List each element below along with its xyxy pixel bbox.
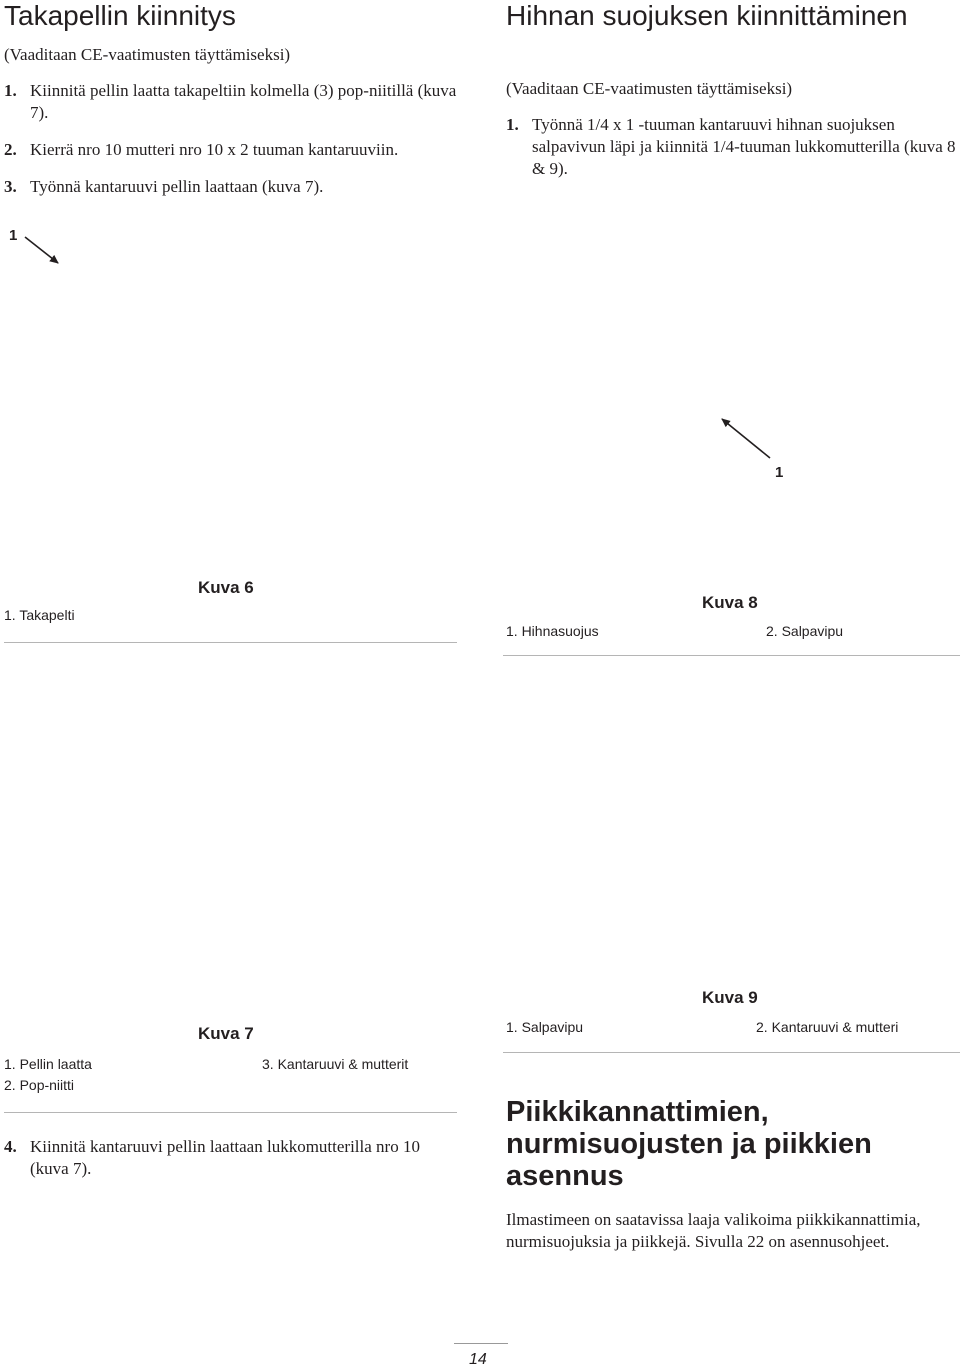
step-text: Kiinnitä kantaruuvi pellin laattaan lukkomutterilla nro 10 (kuva 7). [30, 1137, 420, 1178]
step-number: 1. [506, 115, 519, 134]
figure-legend-item: 1. Hihnasuojus [506, 623, 599, 639]
ce-requirement-note: (Vaaditaan CE-vaatimusten täyttämiseksi) [4, 45, 291, 64]
step-number: 3. [4, 177, 17, 196]
callout-arrow-kuva8 [722, 419, 770, 458]
step-number: 1. [4, 81, 17, 100]
figure-title-kuva7: Kuva 7 [198, 1024, 254, 1043]
figure-caption-divider [503, 1052, 960, 1053]
page-number-divider [454, 1343, 508, 1344]
instruction-step [4, 80, 459, 124]
instruction-step [506, 114, 956, 180]
instruction-list-takapelti-continued [4, 1136, 459, 1180]
figure-callout-number: 1 [775, 464, 784, 481]
figure-legend-item: 2. Salpavipu [766, 623, 844, 639]
figure-caption-divider [4, 642, 457, 643]
instruction-list-hihnasuojus [506, 114, 956, 180]
figure-title-kuva9: Kuva 9 [702, 988, 758, 1007]
figure-callout-number: 1 [9, 227, 18, 244]
figure-legend-item: 3. Kantaruuvi & mutterit [262, 1056, 409, 1072]
section-body-text: Ilmastimeen on saatavissa laaja valikoima piikkikannattimia, nurmisuojuksia ja piikkejä. Sivulla 22 on asennusohjeet. [506, 1210, 921, 1251]
page-number: 14 [469, 1351, 487, 1368]
ce-requirement-note: (Vaaditaan CE-vaatimusten täyttämiseksi) [506, 79, 793, 98]
section-title-takapellin-kiinnitys: Takapellin kiinnitys [4, 0, 236, 31]
figure-title-kuva6: Kuva 6 [198, 578, 254, 597]
step-number: 4. [4, 1137, 17, 1156]
step-number: 2. [4, 140, 17, 159]
figure-legend-item: 1. Takapelti [4, 607, 75, 623]
step-text: Työnnä 1/4 x 1 -tuuman kantaruuvi hihnan suojuksen salpavivun läpi ja kiinnitä 1/4-tuuman lukkomutterilla (kuva 8 & 9). [532, 115, 956, 178]
instruction-step [4, 1136, 459, 1180]
section-title-piikkikannattimet: Piikkikannattimien, nurmisuojusten ja piikkien asennus [506, 1096, 872, 1192]
step-text: Kiinnitä pellin laatta takapeltiin kolmella (3) pop-niitillä (kuva 7). [30, 81, 457, 122]
callout-arrow-kuva6 [25, 237, 58, 263]
figure-caption-divider [503, 655, 960, 656]
figure-title-kuva8: Kuva 8 [702, 593, 758, 612]
figure-legend-item: 2. Pop-niitti [4, 1077, 75, 1093]
figure-legend-item: 1. Pellin laatta [4, 1056, 92, 1072]
figure-caption-divider [4, 1112, 457, 1113]
instruction-step [4, 139, 459, 161]
section-title-hihnan-suojus: Hihnan suojuksen kiinnittäminen [506, 0, 908, 31]
step-text: Kierrä nro 10 mutteri nro 10 x 2 tuuman kantaruuviin. [30, 140, 399, 159]
step-text: Työnnä kantaruuvi pellin laattaan (kuva 7). [30, 177, 324, 196]
instruction-step [4, 176, 459, 198]
instruction-list-takapelti [4, 80, 459, 198]
figure-legend-item: 1. Salpavipu [506, 1019, 584, 1035]
figure-legend-item: 2. Kantaruuvi & mutteri [756, 1019, 899, 1035]
